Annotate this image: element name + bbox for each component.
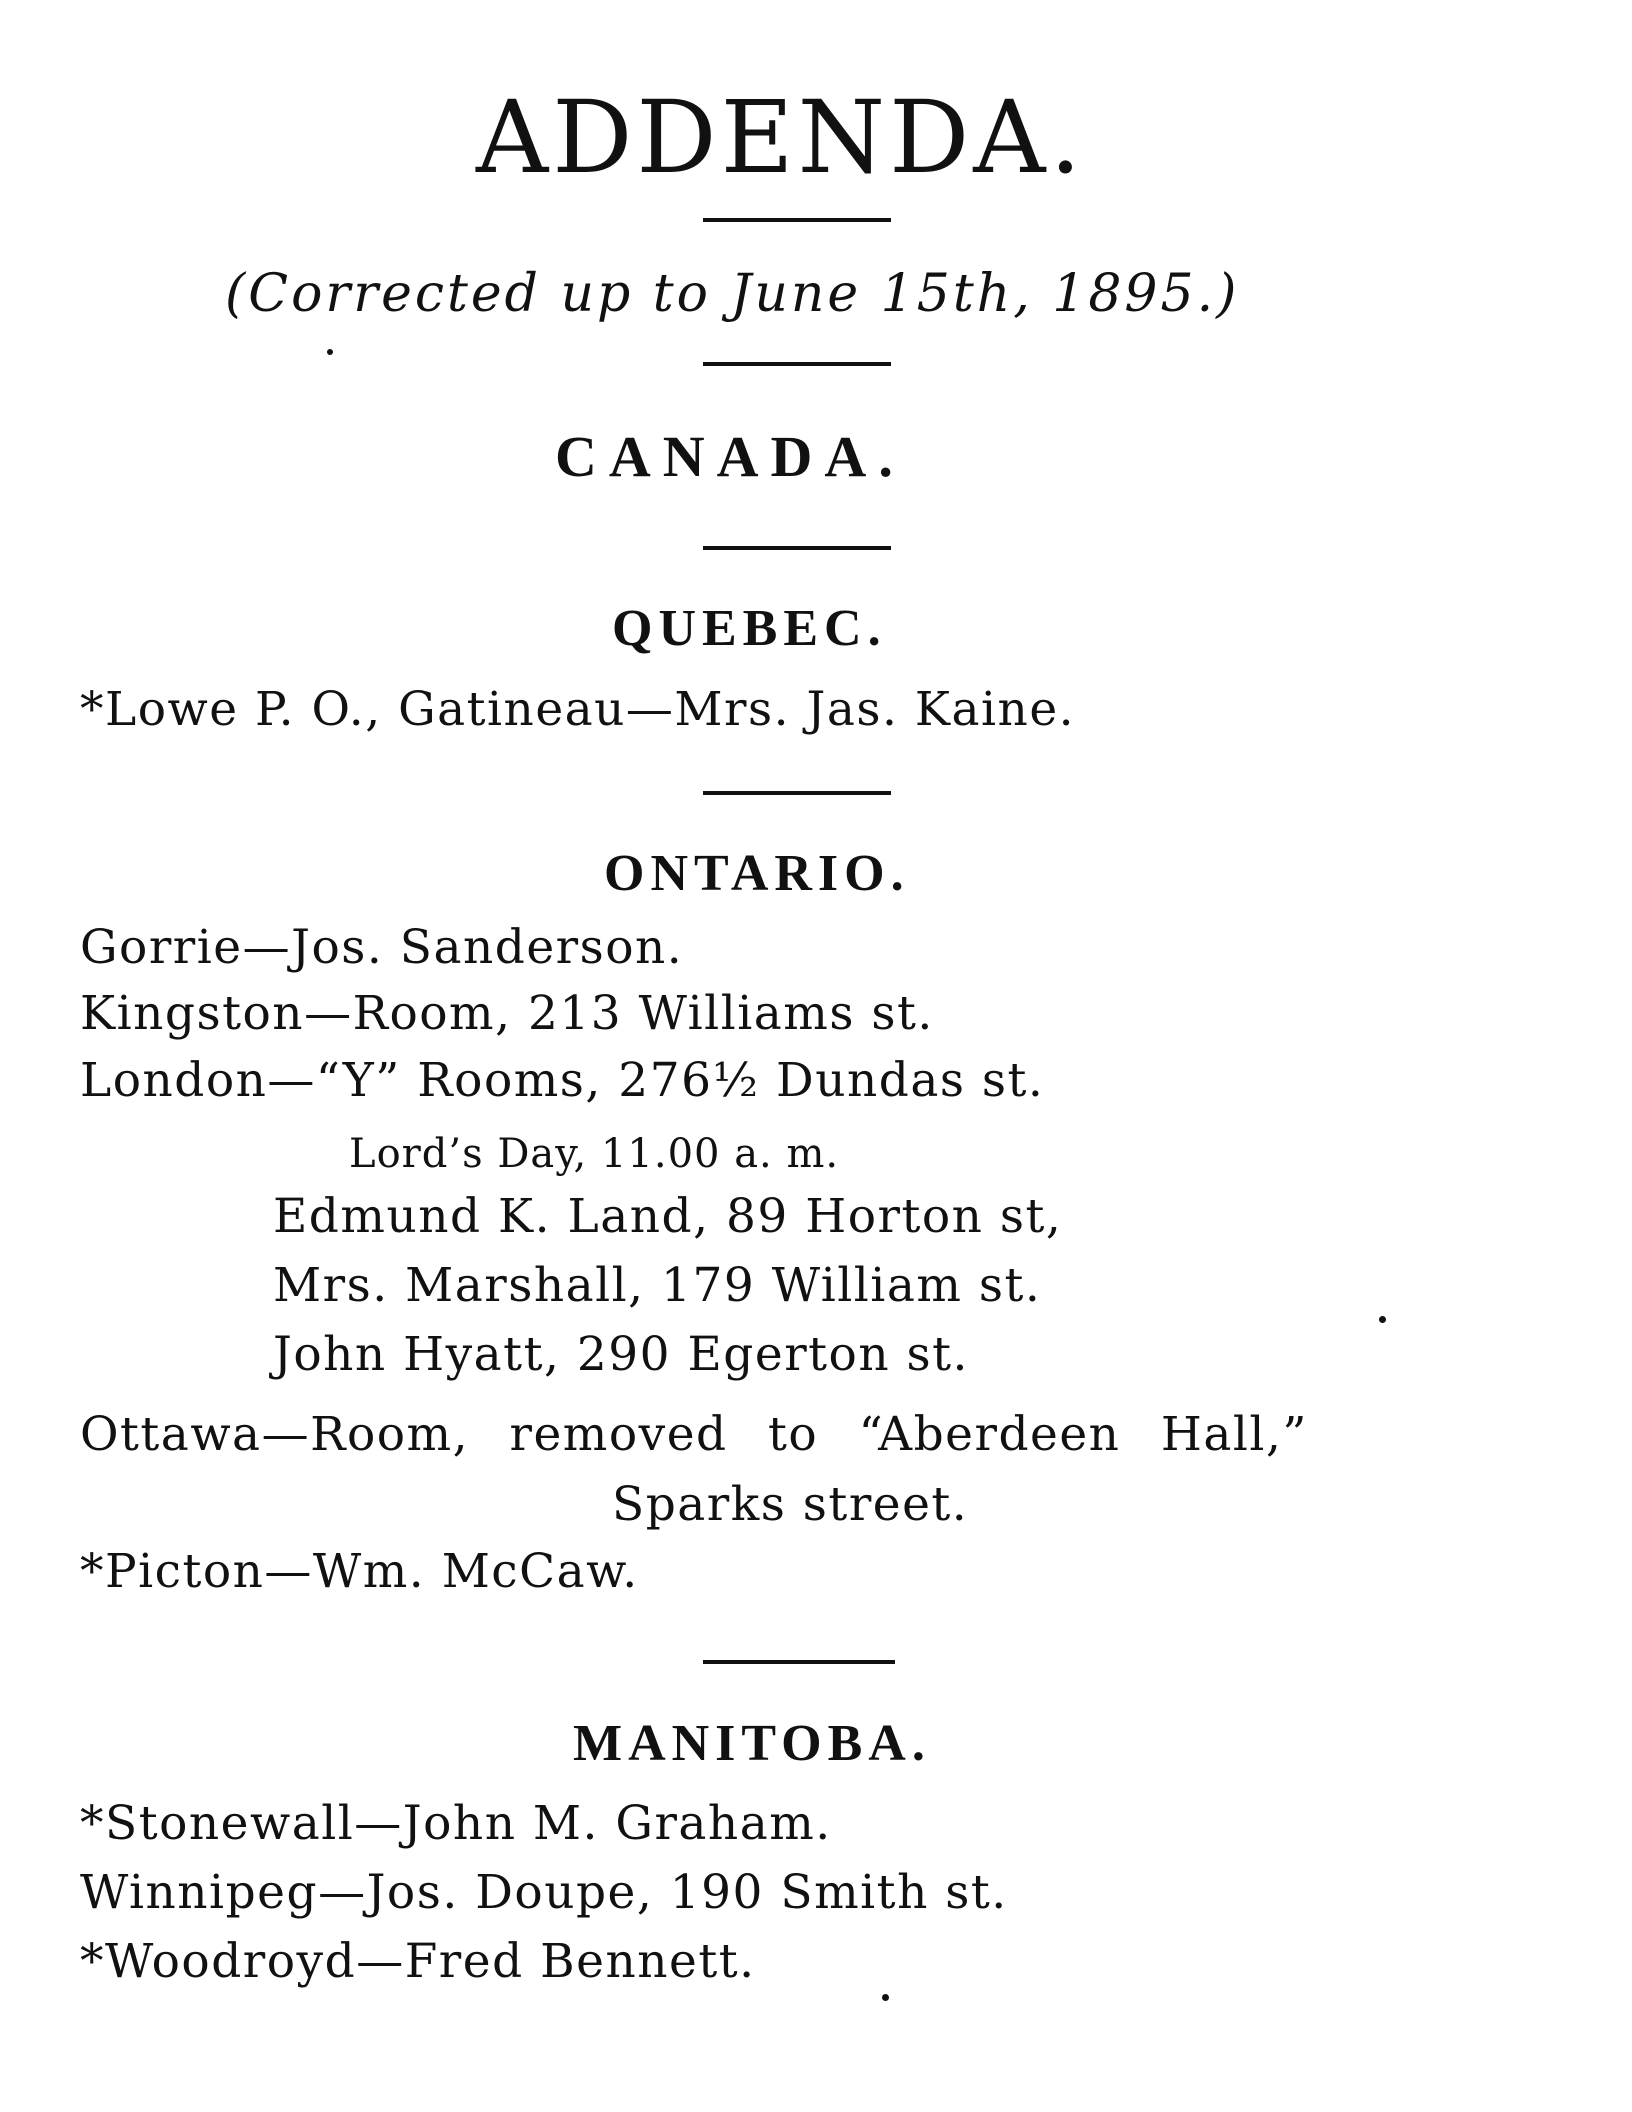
- correction-note: (Corrected up to June 15th, 1895.): [225, 264, 1240, 324]
- entry-line: Ottawa—Room, removed to “Aberdeen Hall,”: [80, 1407, 1308, 1462]
- ink-speck: [882, 1994, 889, 2001]
- divider-rule: [703, 1660, 895, 1664]
- section-heading-ontario: ONTARIO.: [604, 845, 910, 902]
- entry-subline: John Hyatt, 290 Egerton st.: [273, 1327, 969, 1382]
- divider-rule: [703, 791, 891, 795]
- entry-line: *Stonewall—John M. Graham.: [80, 1796, 832, 1851]
- divider-rule: [703, 546, 891, 550]
- entry-subline: Edmund K. Land, 89 Horton st,: [273, 1189, 1063, 1244]
- entry-line: Gorrie—Jos. Sanderson.: [80, 920, 684, 975]
- entry-line: *Woodroyd—Fred Bennett.: [80, 1934, 756, 1989]
- ink-speck: [1379, 1316, 1386, 1323]
- entry-subline: Mrs. Marshall, 179 William st.: [273, 1258, 1042, 1313]
- entry-line: *Lowe P. O., Gatineau—Mrs. Jas. Kaine.: [80, 682, 1076, 737]
- section-heading-quebec: QUEBEC.: [612, 600, 887, 657]
- entry-line: London—“Y” Rooms, 276½ Dundas st.: [80, 1053, 1045, 1108]
- entry-line: *Picton—Wm. McCaw.: [80, 1544, 639, 1599]
- entry-subline: Lord’s Day, 11.00 a. m.: [349, 1131, 840, 1177]
- entry-continuation: Sparks street.: [612, 1477, 969, 1532]
- country-heading: CANADA.: [555, 424, 905, 489]
- entry-line: Winnipeg—Jos. Doupe, 190 Smith st.: [80, 1865, 1008, 1920]
- divider-rule: [703, 362, 891, 366]
- ink-speck: [327, 349, 333, 355]
- page-title: ADDENDA.: [476, 79, 1086, 196]
- divider-rule: [703, 218, 891, 222]
- section-heading-manitoba: MANITOBA.: [573, 1715, 931, 1772]
- entry-line: Kingston—Room, 213 Williams st.: [80, 986, 934, 1041]
